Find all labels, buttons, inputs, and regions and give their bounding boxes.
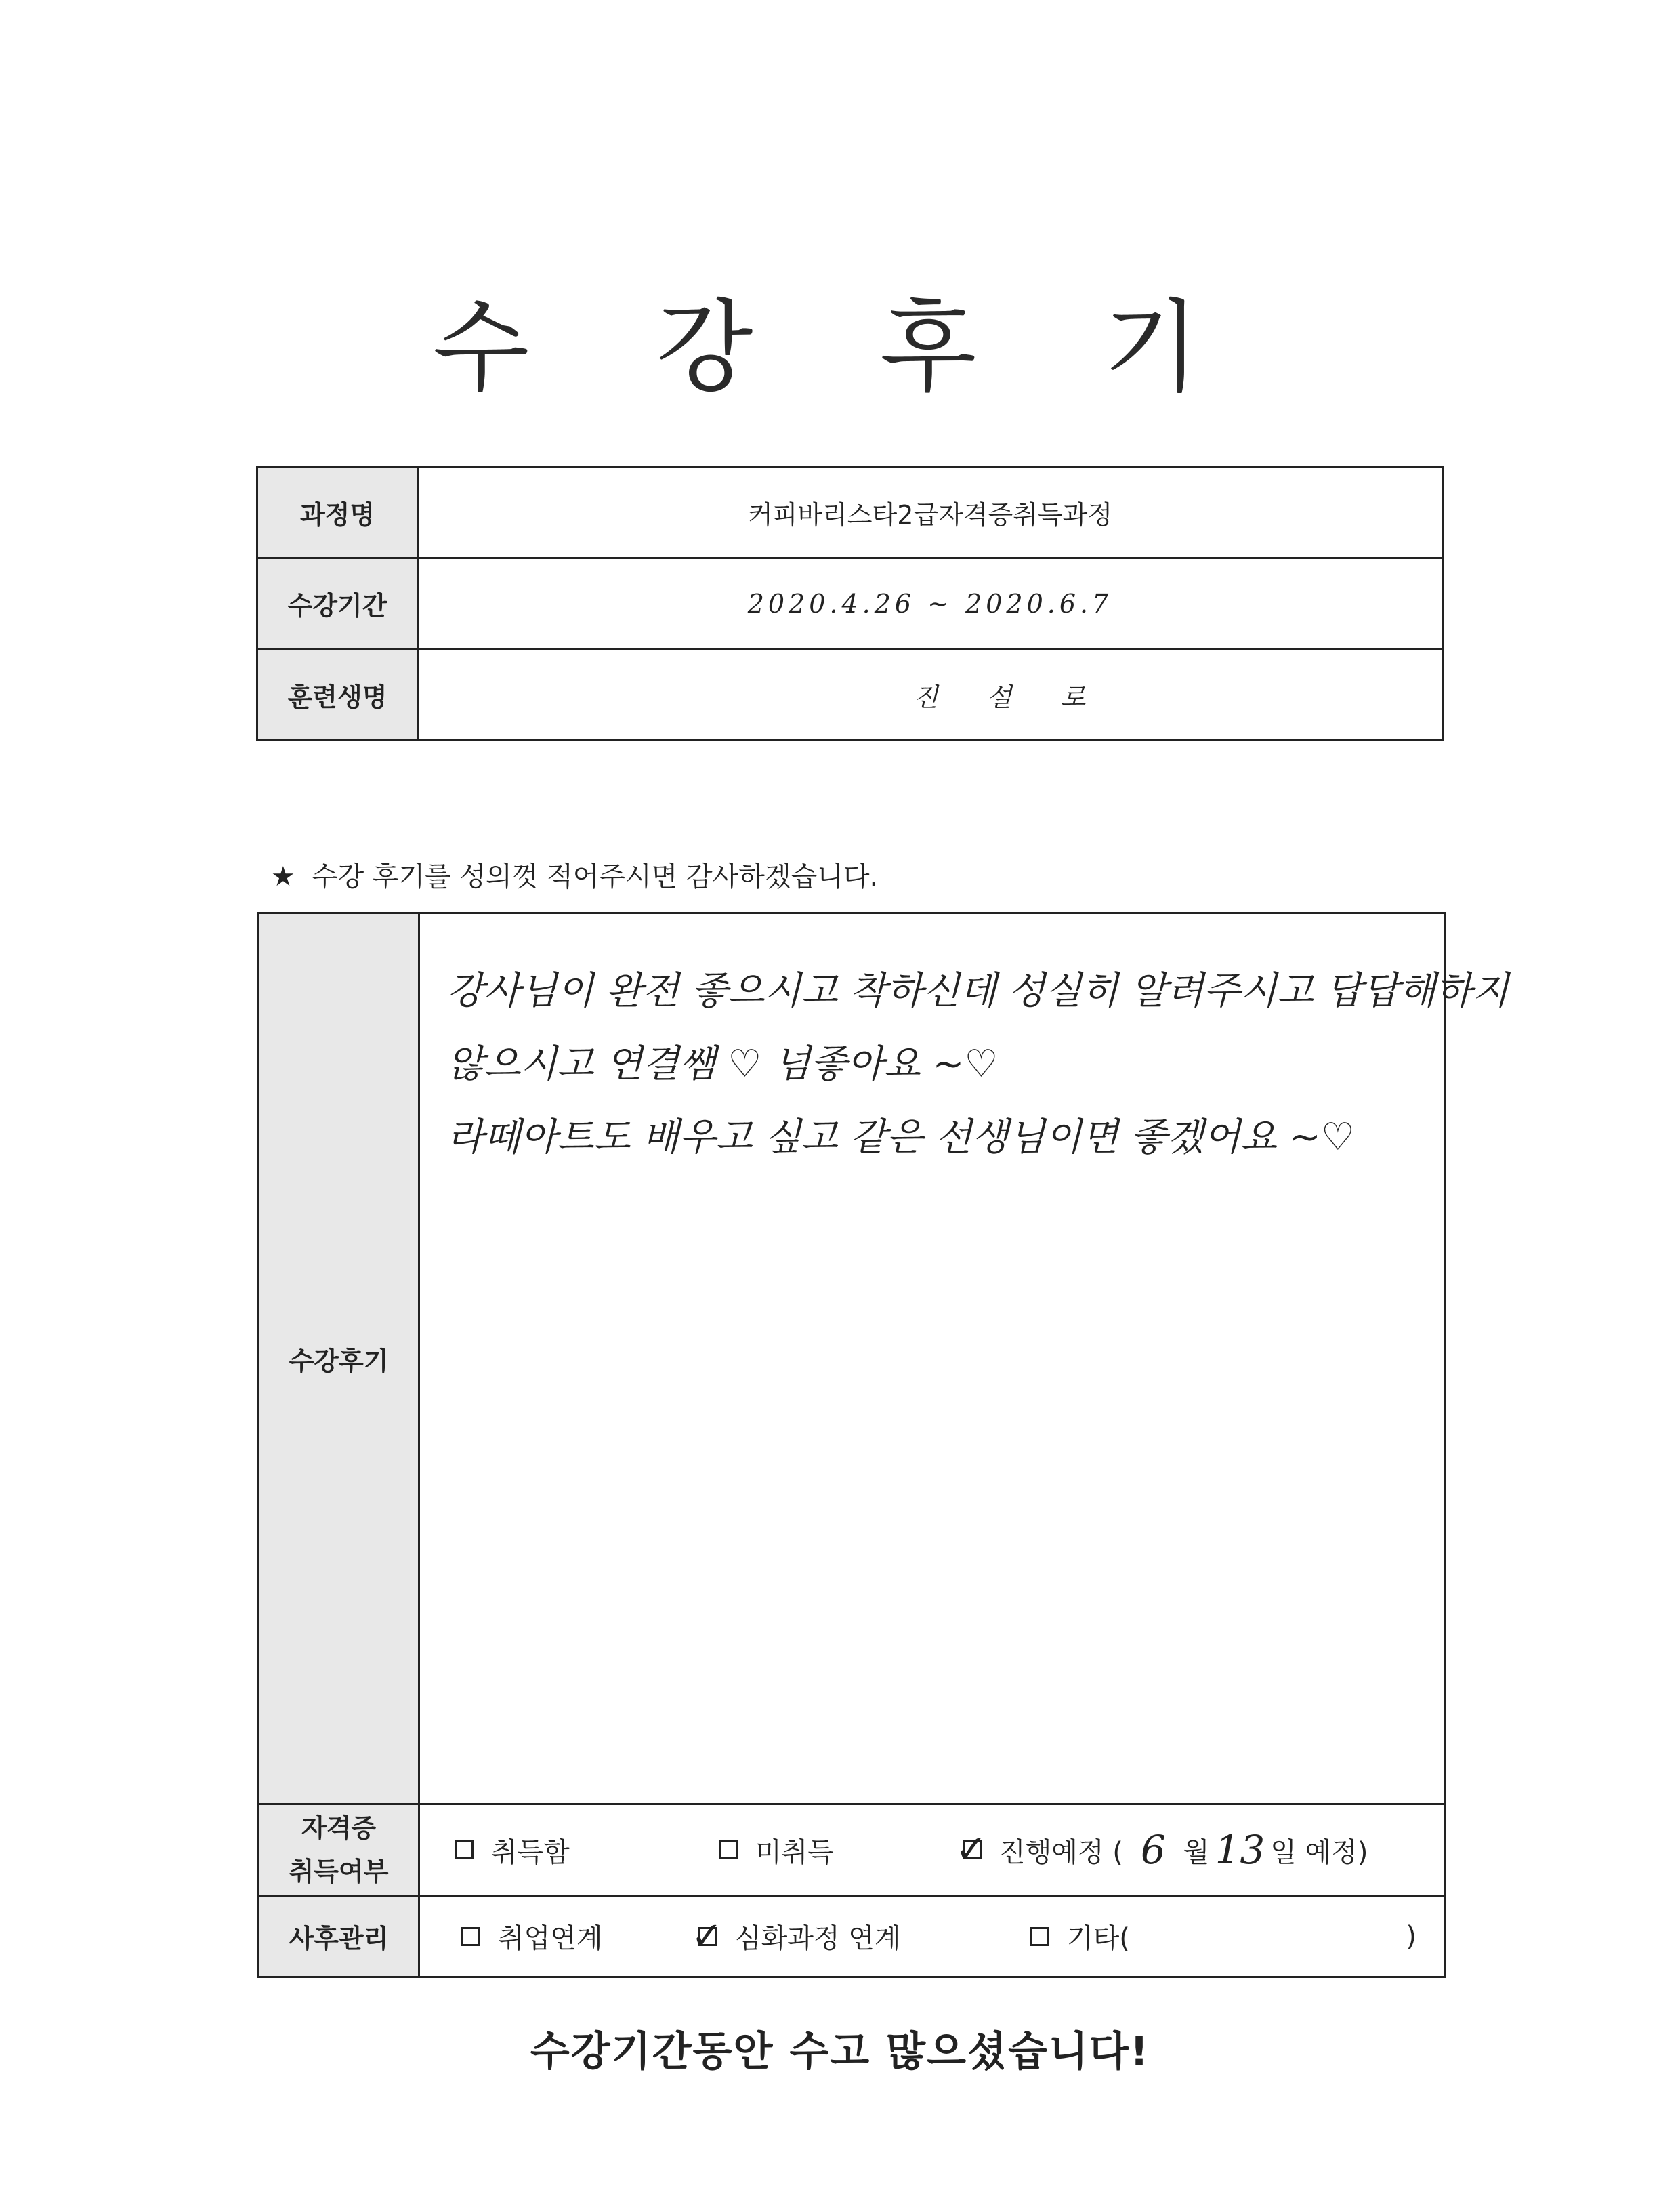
option-other[interactable]	[1030, 1917, 1416, 1956]
check-mark-icon: ✓	[955, 1827, 987, 1872]
option-in-progress[interactable]	[955, 1827, 1368, 1873]
certification-label-line1: 자격증	[301, 1813, 377, 1843]
review-text-area	[419, 913, 1509, 1804]
day-unit: 일 예정)	[1270, 1836, 1368, 1868]
trainee-label: 훈련생명	[257, 649, 418, 740]
period-value: 2020.4.26 ~ 2020.6.7	[418, 558, 1443, 649]
certification-label-line2: 취득여부	[289, 1857, 389, 1886]
not-acquired-label: 미취득	[755, 1836, 834, 1868]
other-close-paren: )	[1406, 1920, 1416, 1952]
review-label: 수강후기	[259, 913, 419, 1804]
period-label: 수강기간	[257, 558, 418, 649]
certification-options	[419, 1804, 1446, 1896]
in-progress-label: 진행예정 (	[999, 1836, 1123, 1868]
job-linkage-checkbox[interactable]	[461, 1927, 480, 1946]
option-not-acquired[interactable]	[719, 1831, 963, 1869]
check-mark-icon: ✓	[691, 1914, 723, 1958]
option-job-linkage[interactable]	[461, 1917, 698, 1956]
month-unit: 월	[1183, 1836, 1210, 1868]
certification-label	[259, 1804, 419, 1896]
other-checkbox[interactable]	[1030, 1927, 1049, 1946]
advanced-course-checkbox[interactable]	[691, 1914, 723, 1958]
not-acquired-checkbox[interactable]	[719, 1840, 738, 1859]
aftercare-label: 사후관리	[259, 1896, 419, 1977]
document-title: 수 강 후 기	[432, 289, 1248, 406]
closing-message: 수강기간동안 수고 많으셨습니다!	[530, 2028, 1150, 2075]
option-acquired[interactable]	[455, 1831, 719, 1869]
day-value: 13	[1215, 1827, 1265, 1873]
month-value: 6	[1140, 1827, 1166, 1873]
review-table	[257, 912, 1509, 1978]
review-line-3: 라떼아트도 배우고 싶고 같은 선생님이면 좋겠어요 ~♡	[447, 1115, 1355, 1159]
course-info-table	[256, 466, 1444, 741]
review-line-2: 않으시고 연결쌤 ♡ 넘좋아요 ~♡	[447, 1042, 999, 1086]
acquired-checkbox[interactable]	[455, 1840, 474, 1859]
trainee-value: 진 설 로	[418, 649, 1443, 740]
other-label: 기타(	[1067, 1923, 1130, 1954]
aftercare-options	[419, 1896, 1446, 1977]
job-linkage-label: 취업연계	[498, 1923, 603, 1954]
course-name-value: 커피바리스타2급자격증취득과정	[418, 468, 1443, 558]
acquired-label: 취득함	[491, 1836, 570, 1868]
course-name-label: 과정명	[257, 468, 418, 558]
advanced-course-label: 심화과정 연계	[735, 1923, 901, 1954]
review-request-note	[271, 855, 878, 894]
in-progress-checkbox[interactable]	[955, 1827, 987, 1872]
option-advanced-course[interactable]	[691, 1914, 1030, 1958]
review-line-1: 강사님이 완전 좋으시고 착하신데 성실히 알려주시고 답답해하지	[447, 969, 1509, 1013]
note-text: 수강 후기를 성의껏 적어주시면 감사하겠습니다.	[311, 861, 879, 892]
star-icon: ★	[271, 861, 295, 892]
